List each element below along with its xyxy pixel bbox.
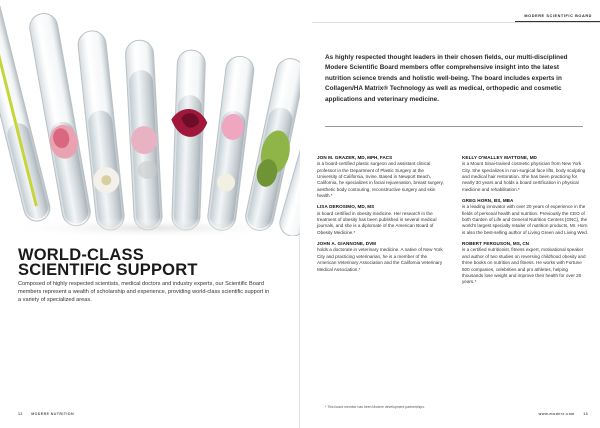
bio-credentials: BS, MBA [492,198,514,204]
bio-credentials: MD, MPH, FACS [356,155,393,160]
bio-column-2 [462,155,590,291]
bio-entry [317,155,445,199]
lead-paragraph: As highly respected thought leaders in their chosen fields, our multi-disciplined Modere Scientific Board members offer comprehensive insight into the latest nutrition science trends and holistic well-being. The board includes experts in Collagen/HA Matrix® Technology as well as medical, orthopedic and cosmetic applications and veterinary medicine. [325,54,568,103]
bio-entry [462,155,590,193]
bio-text: is board certified in obesity medicine. Her research in the treatment of obesity has been published in several medical journals, and she is a diplomate of the American Board of Obesity Medicine.* [317,210,437,235]
bio-name: KELLY O'MALLEY MATTONE, [462,155,529,160]
headline-line-2: SCIENTIFIC SUPPORT [18,261,198,279]
bio-name: JOHN A. GIANNONE, [317,241,365,247]
right-folio-label: www.modere.com [538,412,575,416]
bio-text: is a leading innovator with over 20 years of experience in the fields of personal health and nutrition. Previously the CEO of both Garden of Life and General Nutrition Centers (GNC), the world's largest specialty retailer of nutrition products, Mr. Horn is also the best-selling author of Living Green and Living Wed. [462,204,589,235]
bio-column-1 [317,155,445,278]
intro-paragraph: Composed of highly respected scientists, medical doctors and industry experts, our Scientific Board members represent a wealth of scholarship and experience, providing world-class scientific support in a variety of specialized areas. [18,281,270,304]
bio-text: is a board-certified plastic surgeon and assistant clinical professor in the Department of Plastic Surgery at the University of California, Irvine. Based in Newport Beach, California, he specializes in facial rejuvenation, breast surgery, aesthetic body contouring, reconstructive surgery and skin health.* [317,161,444,199]
bio-text: is a certified nutritionist, fitness expert, motivational speaker and author of two studies on reversing childhood obesity and three books on nutrition and fitness. He works with Fortune 500 companies, celebrities and pro athletes, helping thousands lose weight and improve their health for over 20 years.* [462,247,586,285]
bio-name: GREG HORN, [462,198,493,204]
bio-credentials: MS, CN [511,241,529,247]
bio-credentials: MD [528,155,537,160]
bio-credentials: DVM [364,241,376,247]
divider [325,126,583,127]
footnote: * This board member has been Modere development partnerships. [325,405,425,409]
left-folio-label: MODERE NUTRITION [31,412,74,416]
top-rule [312,22,600,23]
bio-name: LISA DEROSIMO, [317,204,357,210]
bio-entry [462,198,590,236]
headline-line-1: WORLD-CLASS [18,246,144,264]
bio-credentials: MD, MS [356,204,375,210]
bio-entry [317,241,445,273]
right-page-number: 13 [583,412,588,416]
bio-text: is a Mount Sinai-trained cosmetic physician from New York City. She specializes in non-surgical face lifts, body sculpting and medical hair restoration. She has been practicing for nearly 30 years and holds a board certification in physical medicine and rehabilitation.* [462,161,586,192]
bio-name: ROBERT FERGUSON, [462,241,512,247]
right-page [300,0,600,428]
section-tab: MODERE SCIENTIFIC BOARD [515,10,600,22]
test-tubes-with-flowers-photo [0,0,300,236]
right-folio [539,412,588,416]
bio-entry [462,241,590,285]
left-folio [18,412,74,416]
bio-entry [317,204,445,236]
page-headline [18,248,288,278]
left-page-number: 12 [18,412,23,416]
bio-name: JON M. GRAZER, [317,155,357,160]
bio-text: holds a doctorate in veterinary medicine. A native of New York City and practicing veterinarian, he is a member of the American Veterinary Association and the California Veterinary Medical Association.* [317,247,443,272]
